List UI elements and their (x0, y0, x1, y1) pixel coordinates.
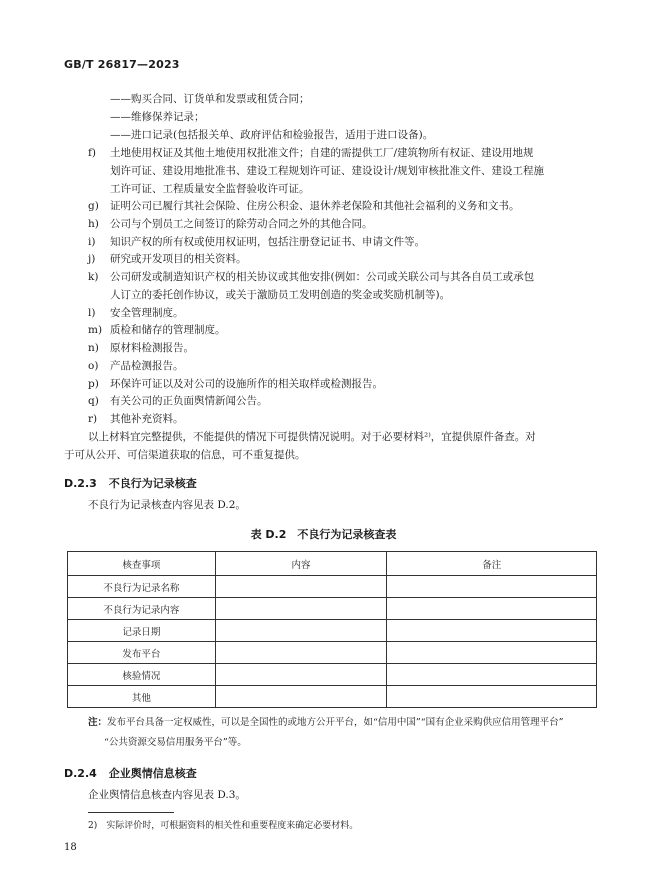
page-number: 18 (64, 842, 77, 853)
list-label: h) (88, 218, 99, 230)
table-note-line: “公共资源交易信用服务平台”等。 (104, 737, 247, 748)
closing-paragraph-line: 于可从公开、可信渠道获取的信息，可不重复提供。 (64, 449, 306, 461)
list-item-line: 有关公司的正负面舆情新闻公告。 (110, 395, 268, 407)
table-header-cell: 备注 (387, 552, 597, 576)
table-cell (387, 664, 597, 686)
closing-paragraph-line: 以上材料宜完整提供，不能提供的情况下可提供情况说明。对于必要材料²⁾，宜提供原件备查。对 (88, 431, 536, 443)
list-item-line: 土地使用权证及其他土地使用权批准文件；自建的需提供工厂/建筑物所有权证、建设用地规 (110, 147, 534, 159)
table-cell: 不良行为记录内容 (68, 598, 216, 620)
list-item-line: 工许可证、工程质量安全监督验收许可证。 (110, 183, 310, 195)
table-row (68, 686, 597, 708)
table-cell (215, 664, 387, 686)
table-cell (215, 598, 387, 620)
standard-header: GB/T 26817—2023 (64, 58, 180, 71)
list-item-line: 证明公司已履行其社会保险、住房公积金、退休养老保险和其他社会福利的义务和文书。 (110, 200, 520, 212)
table-cell (387, 620, 597, 642)
table-cell (387, 576, 597, 598)
section-intro: 不良行为记录核查内容见表 D.2。 (88, 499, 246, 511)
section-number: D.2.4 (64, 767, 97, 780)
dash-item: ——进口记录(包括报关单、政府评估和检验报告，适用于进口设备)。 (110, 129, 434, 141)
list-item-line: 公司研发或制造知识产权的相关协议或其他安排(例如：公司或关联公司与其各自员工或承包 (110, 271, 535, 283)
list-label: f) (88, 147, 96, 159)
section-intro: 企业舆情信息核查内容见表 D.3。 (88, 789, 246, 801)
table-cell (387, 642, 597, 664)
table-header-cell: 内容 (215, 552, 387, 576)
table-cell (215, 686, 387, 708)
table-cell (215, 642, 387, 664)
list-item-line: 人订立的委托创作协议，或关于激励员工发明创造的奖金或奖励机制等)。 (110, 289, 451, 301)
list-label: l) (88, 307, 96, 319)
dash-item: ——维修保养记录； (110, 111, 205, 123)
list-label: p) (88, 378, 99, 390)
list-label: g) (88, 200, 99, 212)
list-label: o) (88, 360, 99, 372)
table-cell (215, 620, 387, 642)
list-label: m) (88, 324, 103, 336)
section-title: 不良行为记录核查 (108, 477, 197, 490)
section-title: 企业舆情信息核查 (108, 767, 197, 780)
list-item-line: 其他补充资料。 (110, 413, 184, 425)
table-row (68, 620, 597, 642)
table-caption: 表 D.2 不良行为记录核查表 (250, 528, 397, 541)
table-cell: 记录日期 (68, 620, 216, 642)
bad-record-table (67, 551, 597, 708)
list-item-line: 质检和储存的管理制度。 (110, 324, 226, 336)
table-cell: 其他 (68, 686, 216, 708)
list-item-line: 原材料检测报告。 (110, 342, 194, 354)
list-label: r) (88, 413, 98, 425)
list-item-line: 安全管理制度。 (110, 307, 184, 319)
table-cell (387, 598, 597, 620)
section-heading-d24 (64, 765, 197, 781)
note-label: 注： (88, 717, 108, 728)
list-item-line: 研究或开发项目的相关资料。 (110, 253, 247, 265)
list-label: n) (88, 342, 99, 354)
table-cell (215, 576, 387, 598)
list-item-line: 划许可证、建设用地批准书、建设工程规划许可证、建设设计/规划审核批准文件、建设工程施 (110, 165, 545, 177)
table-row (68, 642, 597, 664)
table-header-row (68, 552, 597, 576)
table-cell: 核验情况 (68, 664, 216, 686)
list-label: i) (88, 236, 96, 248)
note-text: 发布平台具备一定权威性，可以是全国性的或地方公开平台，如“信用中国”“国有企业采购供应信用管理平台” (107, 717, 564, 728)
dash-item: ——购买合同、订货单和发票或租赁合同； (110, 93, 310, 105)
table-row (68, 664, 597, 686)
list-item-line: 知识产权的所有权或使用权证明，包括注册登记证书、申请文件等。 (110, 236, 425, 248)
table-header-cell: 核查事项 (68, 552, 216, 576)
table-row (68, 576, 597, 598)
list-item-line: 产品检测报告。 (110, 360, 184, 372)
footnote-rule (88, 812, 174, 813)
table-row (68, 598, 597, 620)
table-cell (387, 686, 597, 708)
list-item-line: 环保许可证以及对公司的设施所作的相关取样或检测报告。 (110, 378, 383, 390)
section-number: D.2.3 (64, 477, 97, 490)
table-cell: 不良行为记录名称 (68, 576, 216, 598)
list-label: k) (88, 271, 99, 283)
list-item-line: 公司与个别员工之间签订的除劳动合同之外的其他合同。 (110, 218, 373, 230)
section-heading-d23 (64, 475, 197, 491)
list-label: q) (88, 395, 99, 407)
table-note-line (88, 716, 563, 730)
table-cell: 发布平台 (68, 642, 216, 664)
list-label: j) (88, 253, 96, 265)
footnote: 2) 实际评价时，可根据资料的相关性和重要程度来确定必要材料。 (88, 821, 359, 831)
